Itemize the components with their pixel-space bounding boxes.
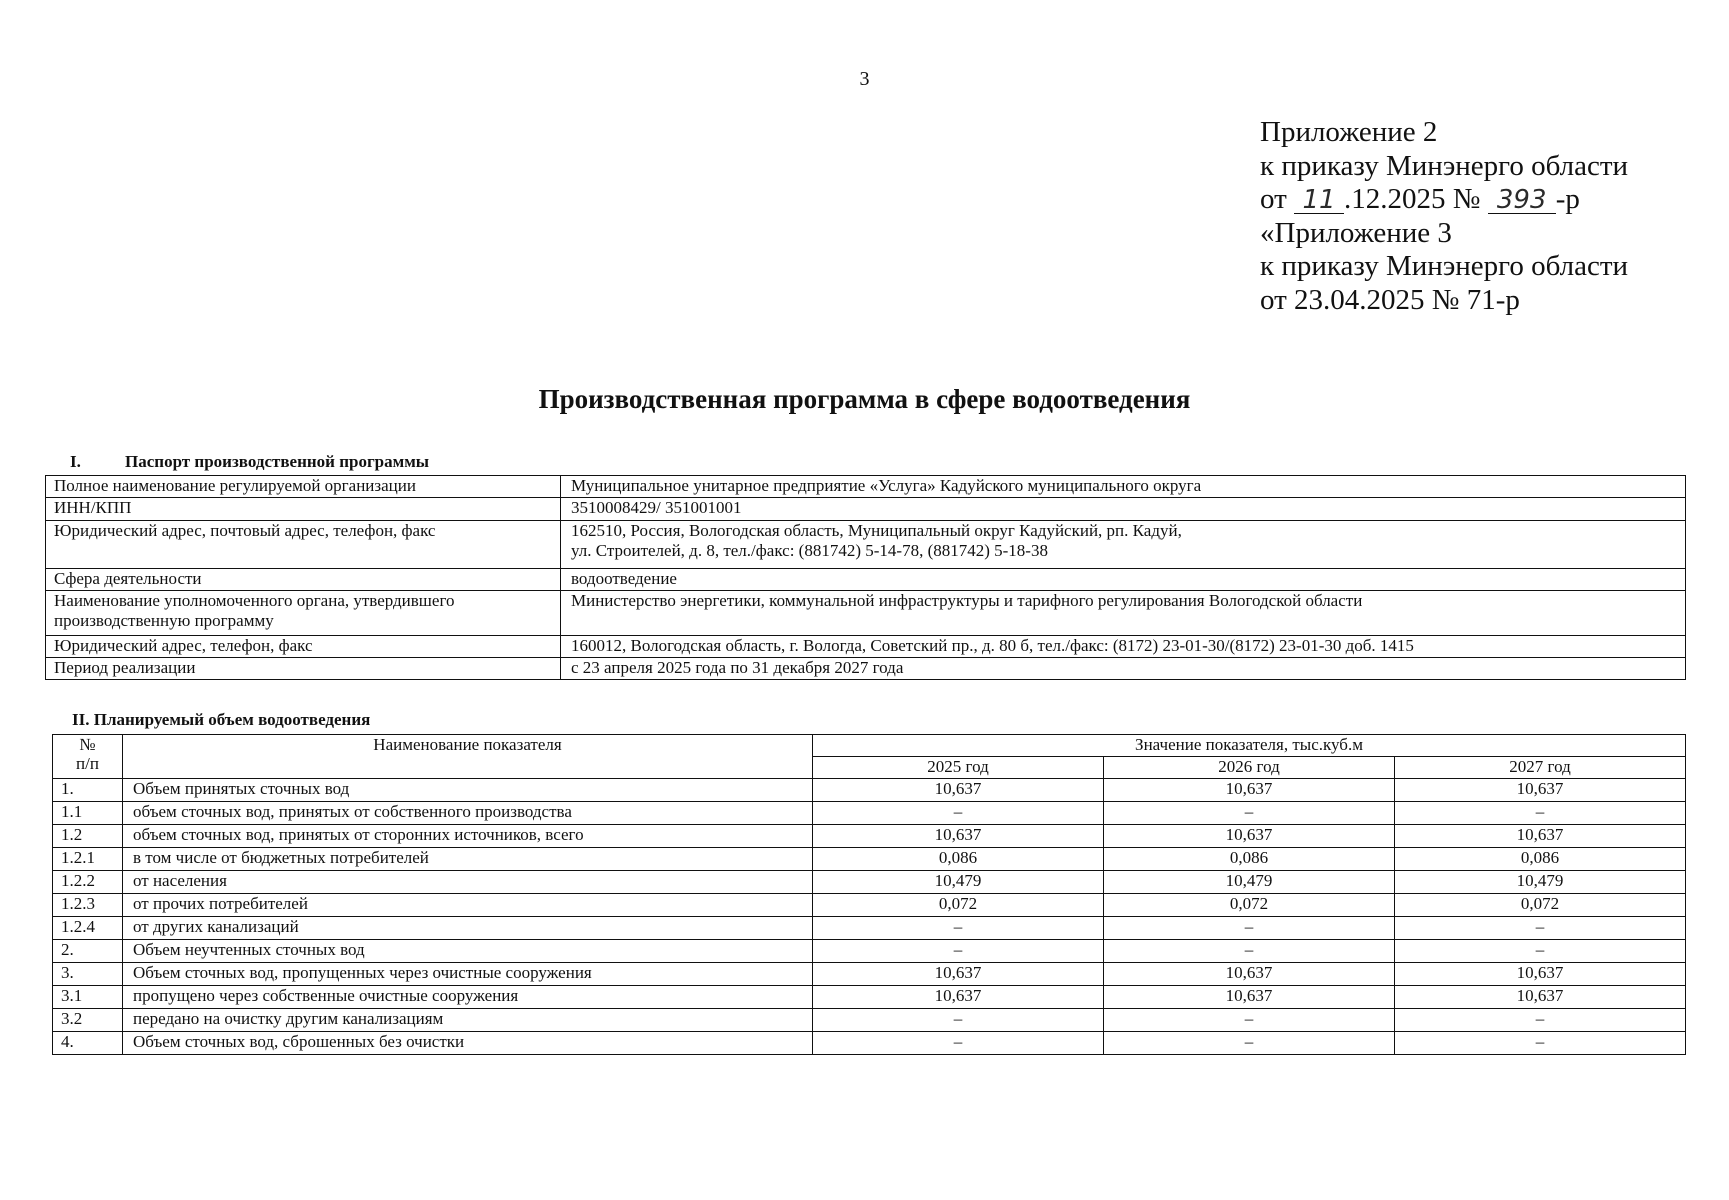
passport-row <box>46 521 1686 569</box>
section-1-title: Паспорт производственной программы <box>125 452 430 471</box>
header-year-2026: 2026 год <box>1104 757 1395 779</box>
passport-value: с 23 апреля 2025 года по 31 декабря 2027 года <box>561 658 1686 680</box>
section-2-heading: II. Планируемый объем водоотведения <box>72 710 371 729</box>
passport-value: 160012, Вологодская область, г. Вологда, Советский пр., д. 80 б, тел./факс: (8172) 23-01-30/(8172) 23-01-30 доб. 1415 <box>561 636 1686 658</box>
row-value-2027: 10,479 <box>1395 871 1686 894</box>
row-value-2026: 10,637 <box>1104 825 1395 848</box>
volume-row <box>53 894 1686 917</box>
volume-row <box>53 802 1686 825</box>
volume-row <box>53 986 1686 1009</box>
header-year-2025: 2025 год <box>813 757 1104 779</box>
row-value-2026: – <box>1104 802 1395 825</box>
row-value-2026: 0,072 <box>1104 894 1395 917</box>
row-value-2025: – <box>813 917 1104 940</box>
volume-row <box>53 963 1686 986</box>
passport-row <box>46 476 1686 498</box>
row-number: 1. <box>53 779 123 802</box>
volume-row <box>53 871 1686 894</box>
passport-label: Сфера деятельности <box>46 569 561 591</box>
appendix-block <box>1260 116 1628 317</box>
document-title: Производственная программа в сфере водоотведения <box>538 384 1191 414</box>
row-value-2026: 10,637 <box>1104 779 1395 802</box>
row-number: 1.2.1 <box>53 848 123 871</box>
passport-row <box>46 569 1686 591</box>
row-value-2027: – <box>1395 1032 1686 1055</box>
appendix-line-1: Приложение 2 <box>1260 116 1438 148</box>
passport-label: ИНН/КПП <box>46 498 561 521</box>
row-value-2026: 0,086 <box>1104 848 1395 871</box>
row-name: от прочих потребителей <box>123 894 813 917</box>
row-value-2027: 10,637 <box>1395 779 1686 802</box>
row-value-2025: 0,086 <box>813 848 1104 871</box>
passport-label: Полное наименование регулируемой организации <box>46 476 561 498</box>
row-number: 1.2.4 <box>53 917 123 940</box>
volume-row <box>53 848 1686 871</box>
passport-row <box>46 636 1686 658</box>
row-value-2025: 10,637 <box>813 963 1104 986</box>
row-name: в том числе от бюджетных потребителей <box>123 848 813 871</box>
row-number: 1.2.3 <box>53 894 123 917</box>
header-num-line-2: п/п <box>76 754 99 773</box>
passport-value <box>561 521 1686 569</box>
appendix-line-2: к приказу Минэнерго области <box>1260 149 1629 182</box>
volume-row <box>53 940 1686 963</box>
row-value-2026: – <box>1104 940 1395 963</box>
passport-label-line-2: производственную программу <box>54 611 274 630</box>
header-value-group: Значение показателя, тыс.куб.м <box>813 735 1686 757</box>
row-value-2027: 10,637 <box>1395 825 1686 848</box>
volume-row <box>53 825 1686 848</box>
header-year-2027: 2027 год <box>1395 757 1686 779</box>
header-num <box>53 735 123 779</box>
passport-value-line-1: 162510, Россия, Вологодская область, Муниципальный округ Кадуйский, рп. Кадуй, <box>571 521 1182 540</box>
row-value-2025: – <box>813 940 1104 963</box>
row-value-2027: – <box>1395 917 1686 940</box>
row-value-2025: 10,637 <box>813 825 1104 848</box>
passport-label: Период реализации <box>46 658 561 680</box>
passport-row <box>46 498 1686 521</box>
row-number: 1.1 <box>53 802 123 825</box>
row-number: 1.2.2 <box>53 871 123 894</box>
page-number: 3 <box>859 68 870 90</box>
row-number: 3.1 <box>53 986 123 1009</box>
appendix-line-5: к приказу Минэнерго области <box>1260 250 1629 282</box>
row-value-2025: 0,072 <box>813 894 1104 917</box>
row-value-2027: – <box>1395 940 1686 963</box>
header-num-line-1: № <box>79 735 96 754</box>
header-indicator-name: Наименование показателя <box>123 735 813 779</box>
order-suffix: -р <box>1555 183 1580 215</box>
row-value-2027: – <box>1395 802 1686 825</box>
row-number: 1.2 <box>53 825 123 848</box>
volume-row <box>53 779 1686 802</box>
row-name: Объем принятых сточных вод <box>123 779 813 802</box>
passport-value: Муниципальное унитарное предприятие «Услуга» Кадуйского муниципального округа <box>561 476 1686 498</box>
row-value-2026: 10,637 <box>1104 986 1395 1009</box>
appendix-line-6: от 23.04.2025 № 71-р <box>1260 283 1520 316</box>
row-value-2025: 10,479 <box>813 871 1104 894</box>
row-value-2027: 0,086 <box>1395 848 1686 871</box>
passport-row <box>46 591 1686 636</box>
passport-label: Юридический адрес, телефон, факс <box>46 636 561 658</box>
passport-label <box>46 591 561 636</box>
row-name: объем сточных вод, принятых от собственного производства <box>123 802 813 825</box>
section-1-heading <box>70 453 429 471</box>
passport-label-line-1: Наименование уполномоченного органа, утвердившего <box>54 591 455 610</box>
row-value-2025: – <box>813 1032 1104 1055</box>
row-name: пропущено через собственные очистные сооружения <box>123 986 813 1009</box>
section-1-number: I. <box>70 452 81 471</box>
passport-value: 3510008429/ 351001001 <box>561 498 1686 521</box>
row-number: 3. <box>53 963 123 986</box>
row-name: от населения <box>123 871 813 894</box>
row-value-2027: 10,637 <box>1395 986 1686 1009</box>
order-prefix: от <box>1260 183 1287 215</box>
passport-value: Министерство энергетики, коммунальной инфраструктуры и тарифного регулирования Вологодской области <box>561 591 1686 636</box>
handwritten-order-number: 393 <box>1488 187 1556 214</box>
row-number: 3.2 <box>53 1009 123 1032</box>
appendix-line-4: «Приложение 3 <box>1260 216 1452 249</box>
row-value-2025: – <box>813 802 1104 825</box>
row-value-2025: 10,637 <box>813 986 1104 1009</box>
passport-label: Юридический адрес, почтовый адрес, телефон, факс <box>46 521 561 569</box>
row-name: от других канализаций <box>123 917 813 940</box>
appendix-order-line <box>1260 183 1628 217</box>
handwritten-day: 11 <box>1294 187 1344 214</box>
row-value-2026: 10,479 <box>1104 871 1395 894</box>
row-number: 2. <box>53 940 123 963</box>
volume-row <box>53 1009 1686 1032</box>
row-value-2026: – <box>1104 1032 1395 1055</box>
row-name: Объем неучтенных сточных вод <box>123 940 813 963</box>
row-value-2025: – <box>813 1009 1104 1032</box>
volume-row <box>53 1032 1686 1055</box>
volume-row <box>53 917 1686 940</box>
row-number: 4. <box>53 1032 123 1055</box>
row-name: передано на очистку другим канализациям <box>123 1009 813 1032</box>
row-name: Объем сточных вод, сброшенных без очистки <box>123 1032 813 1055</box>
row-value-2027: – <box>1395 1009 1686 1032</box>
row-value-2026: – <box>1104 917 1395 940</box>
row-value-2026: – <box>1104 1009 1395 1032</box>
passport-value: водоотведение <box>561 569 1686 591</box>
row-name: объем сточных вод, принятых от сторонних источников, всего <box>123 825 813 848</box>
row-value-2027: 10,637 <box>1395 963 1686 986</box>
row-value-2026: 10,637 <box>1104 963 1395 986</box>
passport-row <box>46 658 1686 680</box>
passport-value-line-2: ул. Строителей, д. 8, тел./факс: (881742) 5-14-78, (881742) 5-18-38 <box>571 541 1048 560</box>
volume-header-row <box>53 735 1686 757</box>
passport-table <box>45 475 1686 680</box>
row-value-2025: 10,637 <box>813 779 1104 802</box>
volume-table <box>52 734 1686 1055</box>
order-date-rest: .12.2025 № <box>1344 183 1481 215</box>
row-value-2027: 0,072 <box>1395 894 1686 917</box>
row-name: Объем сточных вод, пропущенных через очистные сооружения <box>123 963 813 986</box>
